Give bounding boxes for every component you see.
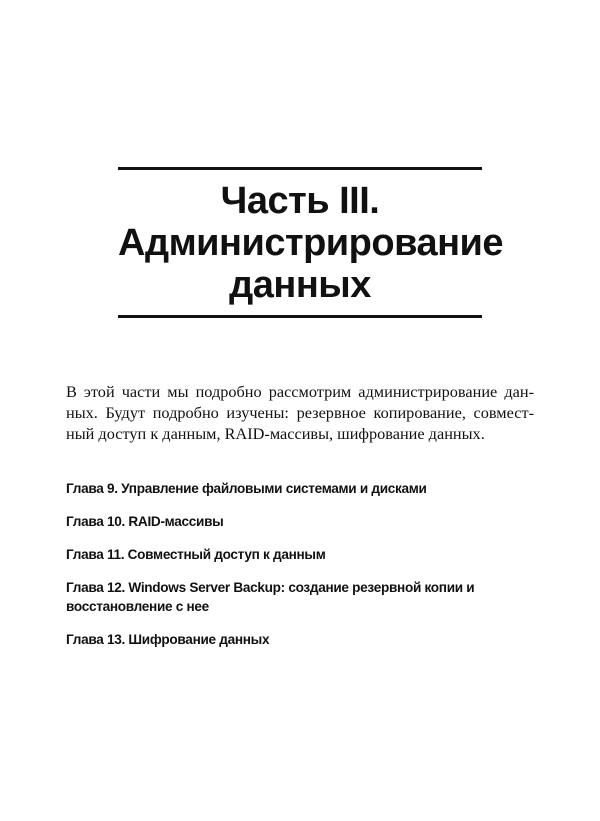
intro-line: В этой части мы подробно рассмотрим администрирование дан- [66, 382, 534, 401]
chapter-item-13 [66, 630, 536, 649]
part-title [118, 180, 504, 306]
part-title-line: Администрирование [118, 222, 504, 264]
chapter-title: Глава 13. Шифрование данных [66, 632, 270, 647]
intro-line: ных. Будут подробно изучены: резервное копирование, совмест- [66, 403, 534, 422]
chapter-item-12 [66, 578, 536, 616]
intro-paragraph [66, 381, 534, 444]
part-title-line: данных [229, 264, 371, 306]
chapter-title: Глава 12. Windows Server Backup: создание резервной копии и [66, 580, 475, 595]
chapter-title: Глава 9. Управление файловыми системами и дисками [66, 481, 427, 496]
top-rule [118, 167, 482, 170]
chapter-title-continued: восстановление с нее [66, 599, 209, 614]
chapter-title: Глава 11. Совместный доступ к данным [66, 547, 326, 562]
part-title-line: Часть III. [220, 180, 380, 222]
intro-line: ный доступ к данным, RAID-массивы, шифрование данных. [66, 424, 485, 443]
bottom-rule [118, 315, 482, 318]
chapter-item-9 [66, 479, 536, 498]
chapter-item-10 [66, 512, 536, 531]
chapter-title: Глава 10. RAID-массивы [66, 514, 224, 529]
chapter-list [66, 479, 536, 663]
chapter-item-11 [66, 545, 536, 564]
